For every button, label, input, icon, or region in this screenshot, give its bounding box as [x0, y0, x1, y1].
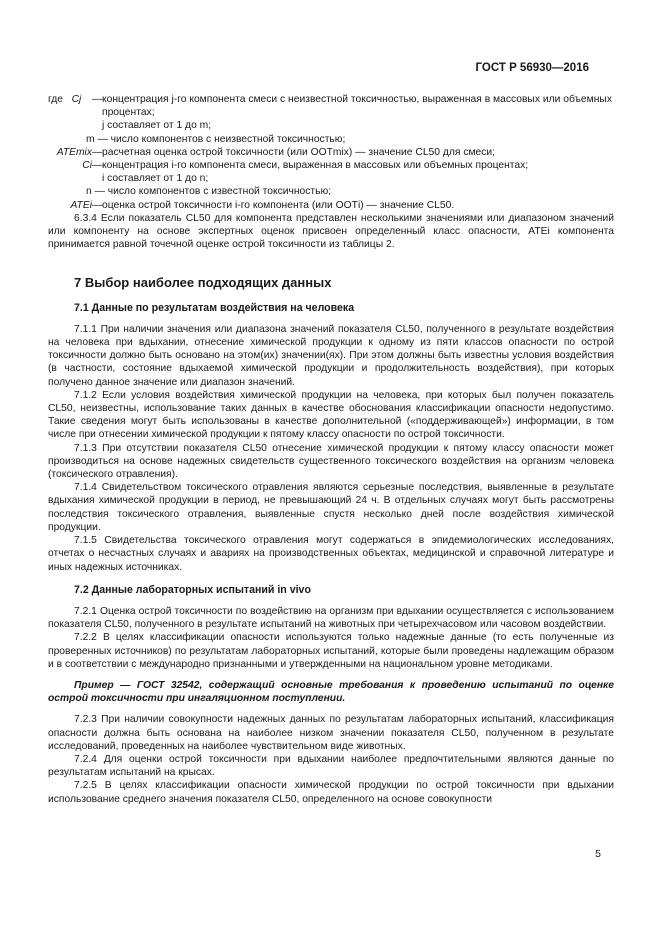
paragraph-7-1-5: 7.1.5 Свидетельства токсического отравления могут содержаться в эпидемиологических исследованиях, отчетах о несчастных случаях и авариях на производственных объектах, медицинской и справочной литературе и иных надежных источниках.: [48, 535, 614, 573]
legend-ci-desc: концентрация i-го компонента смеси, выраженная в массовых или объемных процентах;: [102, 160, 529, 172]
section-7-title: 7 Выбор наиболее подходящих данных: [74, 275, 332, 291]
paragraph-6-3-4: 6.3.4 Если показатель CL50 для компонента представлен несколькими значениями или диапазоном значений или компоненту на основе экспертных оценок присвоен определенный класс опасности, ATEi компонента принимается равной точечной оценке острой токсичности из таблицы 2.: [48, 212, 614, 251]
paragraph-7-1-3: 7.1.3 При отсутствии показателя CL50 отнесение химической продукции к пятому классу опасности может производиться на основе надежных свидетельств существенного токсического воздействия на организм человека (токсического отравления).: [48, 442, 614, 481]
legend-ci-sym: Ci: [82, 160, 92, 172]
legend-i-range: i составляет от 1 до n;: [102, 173, 209, 185]
paragraph-7-2-3: 7.2.3 При наличии совокупности надежных данных по результатам лабораторных испытаний, классификация опасности должна быть основана на наиболее низком значении показателя CL50, полученном в результате исследований, проведенных на наиболее чувствительном виде животных.: [48, 714, 614, 752]
legend-atemix-desc: расчетная оценка острой токсичности (или ООТmix) — значение CL50 для смеси;: [102, 146, 496, 158]
page-content: [48, 93, 614, 806]
paragraph-7-2-1: 7.2.1 Оценка острой токсичности по воздействию на организм при вдыхании осуществляется с использованием показателя CL50, полученного в результате испытаний на животных при четырехчасовом или часовом воздействии.: [48, 605, 614, 631]
example-note: Пример — ГОСТ 32542, содержащий основные требования к проведению испытаний по оценке острой токсичности при ингаляционном поступлении.: [48, 679, 614, 705]
legend-atei-desc: оценка острой токсичности i-го компонента (или ООТi) — значение CL50.: [102, 199, 455, 211]
subsection-7-1-title: 7.1 Данные по результатам воздействия на человека: [74, 301, 355, 314]
formula-legend: где Cj — концентрация j-го компонента смеси с неизвестной токсичностью, выраженная в массовых или объемных процентах; j составляет от 1 до m; m — число компонентов с неизвестной токсичностью; ATEmix — расчетная оценка острой токсичности (или ООТmix) — значение CL50 для смеси; Ci — концентрация i-го компонента смеси, выраженная в массовых или объемных процентах; i составляет от 1 до n; n — число компонентов с известной токсичностью; ATEi — оценка острой токсичности i-го компонента (или ООТi) — значение CL50.: [48, 93, 614, 212]
subsection-7-2-title: 7.2 Данные лабораторных испытаний in vivo: [74, 583, 311, 596]
paragraph-7-2-4: 7.2.4 Для оценки острой токсичности при вдыхании наиболее предпочтительными являются данные по результатам испытаний на крысах.: [48, 753, 614, 779]
page-number: 5: [595, 848, 601, 860]
document-id: ГОСТ Р 56930—2016: [475, 62, 589, 74]
legend-m-line: m — число компонентов с неизвестной токсичностью;: [86, 133, 346, 145]
legend-atei-sym: ATEi: [70, 199, 92, 211]
legend-j-range: j составляет от 1 до m;: [102, 120, 212, 132]
paragraph-7-1-2: 7.1.2 Если условия воздействия химической продукции на человека, при которых был получен показатель CL50, неизвестны, использование таких данных в качестве обоснования классификации опасности недопустимо. Такие сведения могут быть использованы в качестве дополнительной («поддерживающей») информации, в том числе при отнесении химической продукции к пятому классу опасности по острой токсичности.: [48, 389, 614, 441]
legend-atemix-sym: ATEmix: [56, 146, 92, 158]
paragraph-7-2-5: 7.2.5 В целях классификации опасности химической продукции по острой токсичности при вдыхании использование среднего значения показателя CL50, определенного на основе совокупности: [48, 780, 614, 805]
paragraph-7-1-4: 7.1.4 Свидетельством токсического отравления являются серьезные последствия, выявленные в результате вдыхания химической продукции в период, не превышающий 24 ч. В отдельных случаях могут быть рассмотрены последствия токсического отравления, выявленные спустя несколько дней после воздействия химической продукции.: [48, 482, 614, 533]
paragraph-7-1-1: 7.1.1 При наличии значения или диапазона значений показателя CL50, полученного в результате воздействия на человека при вдыхании, отнесение химической продукции к одному из пяти классов опасности по острой токсичности должно быть основано на этом(их) значении(ях). При этом должны быть известны условия воздействия (в частности, состояние вдыхаемой химической продукции и продолжительность воздействия), при которых получено данное значение или диапазон значений.: [48, 323, 614, 388]
legend-n-line: n — число компонентов с известной токсичностью;: [86, 186, 332, 198]
legend-cj-desc: концентрация j-го компонента смеси с неизвестной токсичностью, выраженная в массовых или объемных процентах;: [102, 94, 612, 119]
paragraph-7-2-2: 7.2.2 В целях классификации опасности используются только надежные данные (то есть полученные из проверенных источников) по результатам лабораторных испытаний, которые были проведены надлежащим образом и в соответствии с международно признанными и утвержденными на национальном уровне методиками.: [48, 632, 614, 670]
legend-where: где Cj: [48, 94, 82, 105]
